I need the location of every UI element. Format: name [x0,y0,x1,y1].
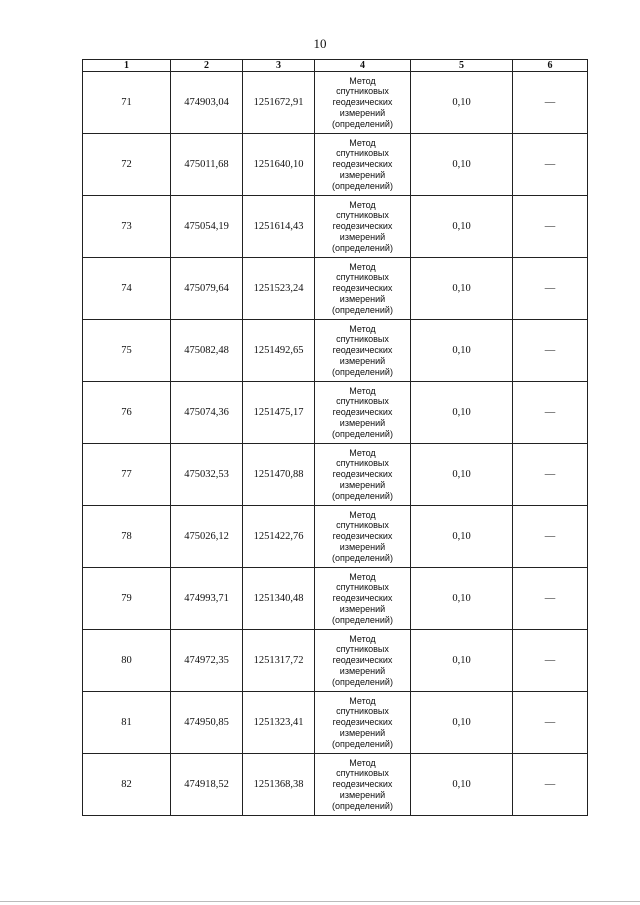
coordinate-y-cell: 1251614,43 [243,196,315,258]
method-cell [315,196,411,258]
point-number-cell: 73 [83,196,171,258]
coordinate-y-cell: 1251492,65 [243,320,315,382]
point-number-cell: 72 [83,134,171,196]
method-line: Метод [349,323,376,334]
accuracy-cell: 0,10 [411,258,513,320]
table-row [83,72,588,134]
coordinate-x-cell: 474972,35 [171,630,243,692]
method-line: Метод [349,695,376,706]
table-row [83,196,588,258]
method-line: Метод [349,447,376,458]
method-line: Метод [349,199,376,210]
column-header: 1 [83,60,171,72]
accuracy-cell: 0,10 [411,754,513,816]
coordinates-table [82,59,588,816]
method-line: (определений) [332,304,393,315]
method-line: спутниковых [336,148,389,159]
method-line: геодезических [332,655,393,666]
accuracy-cell: 0,10 [411,72,513,134]
note-cell: — [513,630,588,692]
method-line: измерений [339,665,386,676]
method-line: (определений) [332,676,393,687]
method-line: Метод [349,137,376,148]
coordinate-x-cell: 474950,85 [171,692,243,754]
table-row [83,134,588,196]
accuracy-cell: 0,10 [411,196,513,258]
accuracy-cell: 0,10 [411,320,513,382]
point-number-cell: 74 [83,258,171,320]
point-number-cell: 77 [83,444,171,506]
method-line: (определений) [332,614,393,625]
method-line: геодезических [332,593,393,604]
method-line: геодезических [332,221,393,232]
method-cell [315,258,411,320]
method-line: Метод [349,509,376,520]
note-cell: — [513,754,588,816]
note-cell: — [513,196,588,258]
table-body [83,72,588,816]
coordinate-y-cell: 1251470,88 [243,444,315,506]
method-line: Метод [349,261,376,272]
method-line: измерений [339,479,386,490]
table-row [83,382,588,444]
method-line: геодезических [332,407,393,418]
coordinate-y-cell: 1251422,76 [243,506,315,568]
accuracy-cell: 0,10 [411,134,513,196]
note-cell: — [513,72,588,134]
point-number-cell: 81 [83,692,171,754]
method-cell [315,320,411,382]
coordinate-x-cell: 475082,48 [171,320,243,382]
method-line: измерений [339,293,386,304]
method-line: Метод [349,75,376,86]
coordinate-x-cell: 475011,68 [171,134,243,196]
column-header: 4 [315,60,411,72]
note-cell: — [513,382,588,444]
table-row [83,754,588,816]
coordinate-y-cell: 1251323,41 [243,692,315,754]
method-line: геодезических [332,345,393,356]
column-header: 2 [171,60,243,72]
accuracy-cell: 0,10 [411,382,513,444]
coordinate-y-cell: 1251317,72 [243,630,315,692]
coordinate-y-cell: 1251368,38 [243,754,315,816]
point-number-cell: 75 [83,320,171,382]
coordinate-x-cell: 475026,12 [171,506,243,568]
point-number-cell: 78 [83,506,171,568]
method-line: измерений [339,417,386,428]
method-line: спутниковых [336,706,389,717]
method-line: измерений [339,355,386,366]
method-line: Метод [349,757,376,768]
method-line: (определений) [332,552,393,563]
method-line: геодезических [332,97,393,108]
accuracy-cell: 0,10 [411,444,513,506]
table-row [83,568,588,630]
method-line: геодезических [332,469,393,480]
note-cell: — [513,506,588,568]
method-line: спутниковых [336,86,389,97]
method-line: измерений [339,169,386,180]
table-row [83,692,588,754]
point-number-cell: 79 [83,568,171,630]
table-row [83,630,588,692]
point-number-cell: 76 [83,382,171,444]
method-line: спутниковых [336,396,389,407]
method-line: (определений) [332,800,393,811]
method-line: геодезических [332,531,393,542]
method-cell [315,754,411,816]
column-header: 6 [513,60,588,72]
method-line: измерений [339,231,386,242]
coordinate-x-cell: 475054,19 [171,196,243,258]
method-line: измерений [339,789,386,800]
method-line: спутниковых [336,210,389,221]
coordinate-x-cell: 474993,71 [171,568,243,630]
table-row [83,258,588,320]
note-cell: — [513,320,588,382]
method-line: геодезических [332,283,393,294]
method-line: спутниковых [336,768,389,779]
method-line: геодезических [332,779,393,790]
coordinate-y-cell: 1251475,17 [243,382,315,444]
coordinate-y-cell: 1251640,10 [243,134,315,196]
method-line: (определений) [332,118,393,129]
method-cell [315,506,411,568]
method-line: измерений [339,603,386,614]
point-number-cell: 80 [83,630,171,692]
method-line: (определений) [332,738,393,749]
coordinate-x-cell: 475074,36 [171,382,243,444]
method-line: (определений) [332,242,393,253]
note-cell: — [513,692,588,754]
method-cell [315,134,411,196]
accuracy-cell: 0,10 [411,568,513,630]
method-line: геодезических [332,717,393,728]
note-cell: — [513,568,588,630]
method-line: (определений) [332,180,393,191]
method-line: спутниковых [336,520,389,531]
method-line: измерений [339,727,386,738]
method-line: измерений [339,107,386,118]
table-row [83,506,588,568]
method-line: спутниковых [336,334,389,345]
note-cell: — [513,444,588,506]
page-bottom-edge [0,901,640,902]
method-line: (определений) [332,366,393,377]
method-cell [315,568,411,630]
method-line: Метод [349,571,376,582]
accuracy-cell: 0,10 [411,630,513,692]
coordinate-y-cell: 1251340,48 [243,568,315,630]
coordinate-x-cell: 475032,53 [171,444,243,506]
method-line: (определений) [332,490,393,501]
method-line: измерений [339,541,386,552]
table-row [83,320,588,382]
column-header: 5 [411,60,513,72]
point-number-cell: 82 [83,754,171,816]
method-line: спутниковых [336,272,389,283]
note-cell: — [513,134,588,196]
coordinate-x-cell: 475079,64 [171,258,243,320]
table-row [83,444,588,506]
point-number-cell: 71 [83,72,171,134]
accuracy-cell: 0,10 [411,506,513,568]
method-cell [315,72,411,134]
coordinate-y-cell: 1251523,24 [243,258,315,320]
coordinate-x-cell: 474903,04 [171,72,243,134]
method-line: спутниковых [336,644,389,655]
note-cell: — [513,258,588,320]
accuracy-cell: 0,10 [411,692,513,754]
coordinate-y-cell: 1251672,91 [243,72,315,134]
method-line: спутниковых [336,582,389,593]
table-header-row [83,60,588,72]
coordinates-table-wrapper [82,59,587,816]
method-line: Метод [349,633,376,644]
method-line: (определений) [332,428,393,439]
method-line: Метод [349,385,376,396]
method-cell [315,444,411,506]
coordinate-x-cell: 474918,52 [171,754,243,816]
page-number: 10 [313,36,327,51]
method-line: спутниковых [336,458,389,469]
method-cell [315,382,411,444]
column-header: 3 [243,60,315,72]
method-line: геодезических [332,159,393,170]
method-cell [315,630,411,692]
method-cell [315,692,411,754]
